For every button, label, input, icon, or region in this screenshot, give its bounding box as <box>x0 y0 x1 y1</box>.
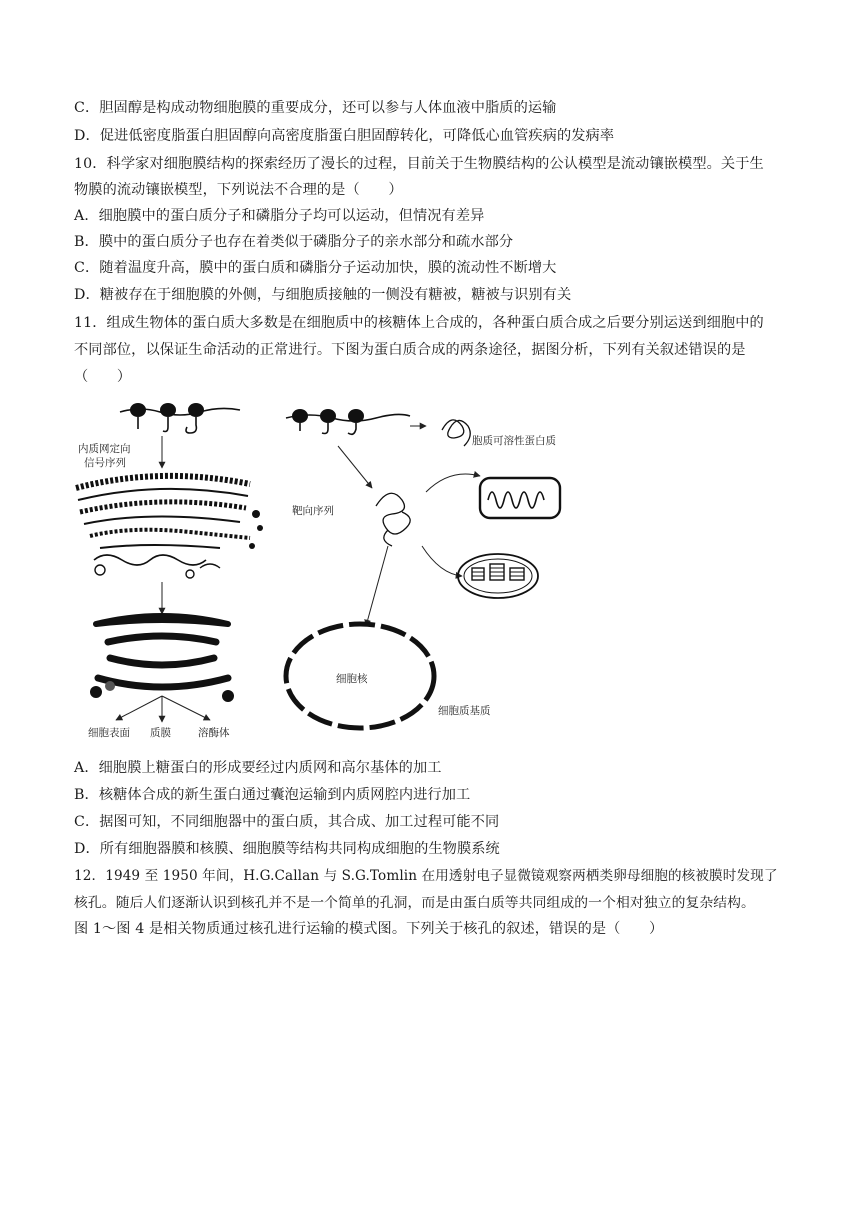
soluble-protein-coil <box>442 420 470 446</box>
cell-surface-label: 细胞表面 <box>88 727 130 739</box>
cytosol-label: 细胞质基质 <box>438 705 491 717</box>
q10-stem-line-2: 物膜的流动镶嵌模型，下列说法不合理的是（ ） <box>74 182 403 198</box>
q9-option-c: C．胆固醇是构成动物细胞膜的重要成分，还可以参与人体血液中脂质的运输 <box>74 100 557 116</box>
q11-stem-line-3: （ ） <box>74 369 132 385</box>
q12-stem-line-2: 核孔。随后人们逐渐认识到核孔并不是一个简单的孔洞，而是由蛋白质等共同组成的一个相对独立的复杂结构。 <box>74 895 755 911</box>
q12-stem-line-1: 12．1949 至 1950 年间，H.G.Callan 与 S.G.Tomlin 在用透射电子显微镜观察两栖类卵母细胞的核被膜时发现了 <box>74 868 778 884</box>
chloroplast <box>458 554 538 598</box>
q11-option-a: A．细胞膜上糖蛋白的形成要经过内质网和高尔基体的加工 <box>74 760 442 776</box>
q12-stem-line-3: 图 1～图 4 是相关物质通过核孔进行运输的模式图。下列关于核孔的叙述，错误的是（ ） <box>74 921 664 937</box>
q10-option-d: D．糖被存在于细胞膜的外侧，与细胞质接触的一侧没有糖被，糖被与识别有关 <box>74 287 572 303</box>
er-signal-label-2: 信号序列 <box>84 457 126 469</box>
target-sequence-label: 靶向序列 <box>292 505 334 517</box>
mitochondrion <box>480 478 560 518</box>
target-protein-coil <box>376 493 410 546</box>
q11-option-b: B．核糖体合成的新生蛋白通过囊泡运输到内质网腔内进行加工 <box>74 787 471 803</box>
q11-stem-line-2: 不同部位，以保证生命活动的正常进行。下图为蛋白质合成的两条途径，据图分析，下列有关叙述错误的是 <box>74 342 746 358</box>
protein-pathway-diagram <box>70 396 590 748</box>
protein-pathway-figure <box>70 396 590 748</box>
q11-option-c: C．据图可知，不同细胞器中的蛋白质，其合成、加工过程可能不同 <box>74 814 500 830</box>
soluble-protein-label: 胞质可溶性蛋白质 <box>472 435 556 447</box>
q11-option-d: D．所有细胞器膜和核膜、细胞膜等结构共同构成细胞的生物膜系统 <box>74 841 500 857</box>
q10-option-c: C．随着温度升高，膜中的蛋白质和磷脂分子运动加快，膜的流动性不断增大 <box>74 260 557 276</box>
plasma-membrane-label: 质膜 <box>150 727 171 739</box>
q10-option-b: B．膜中的蛋白质分子也存在着类似于磷脂分子的亲水部分和疏水部分 <box>74 234 514 250</box>
q10-option-a: A．细胞膜中的蛋白质分子和磷脂分子均可以运动，但情况有差异 <box>74 208 485 224</box>
q9-option-d: D．促进低密度脂蛋白胆固醇向高密度脂蛋白胆固醇转化，可降低心血管疾病的发病率 <box>74 128 615 144</box>
golgi-apparatus <box>90 616 234 702</box>
q10-stem-line-1: 10．科学家对细胞膜结构的探索经历了漫长的过程，目前关于生物膜结构的公认模型是流动镶嵌模型。关于生 <box>74 156 764 172</box>
mrna-ribosomes-left <box>120 403 240 433</box>
rough-er <box>76 476 263 578</box>
lysosome-label: 溶酶体 <box>198 727 230 739</box>
nucleus-label: 细胞核 <box>336 673 368 685</box>
q11-stem-line-1: 11．组成生物体的蛋白质大多数是在细胞质中的核糖体上合成的，各种蛋白质合成之后要分别运送到细胞中的 <box>74 315 764 331</box>
er-signal-label-1: 内质网定向 <box>78 443 131 455</box>
mrna-ribosomes-right <box>286 409 410 434</box>
